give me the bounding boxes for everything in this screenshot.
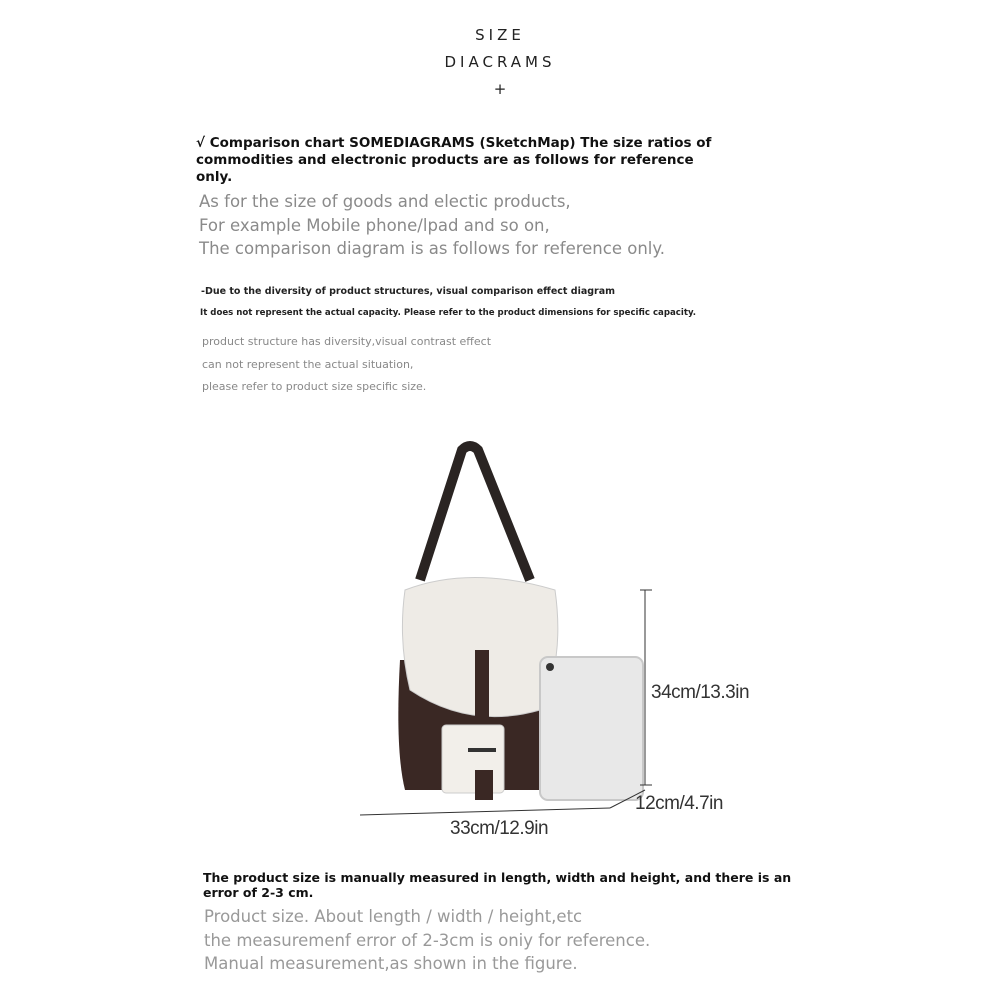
bag-strap [420, 446, 530, 580]
intro-line: For example Mobile phone/lpad and so on, [199, 215, 550, 235]
notice-line-1: -Due to the diversity of product structures, visual comparison effect diagram [201, 286, 616, 297]
intro-bold: √ Comparison chart SOMEDIAGRAMS (SketchMap) The size ratios of commodities and electronic products are as follows for reference only. [196, 135, 712, 185]
width-dimension: 33cm/12.9in [450, 818, 549, 839]
notice-line: can not represent the actual situation, [202, 357, 414, 371]
notice-line: please refer to product size specific size. [202, 380, 427, 393]
notice-line-2: It does not represent the actual capacity. Please refer to the product dimensions for specific capacity. [200, 308, 697, 318]
footer-line: the measuremenf error of 2-3cm is oniy for reference. [204, 930, 651, 950]
intro-lines [199, 190, 665, 261]
pouch [442, 725, 504, 793]
title-plus: + [493, 80, 507, 98]
title-line-2: DIACRAMS [444, 53, 556, 71]
footer-line: Manual measurement,as shown in the figure. [204, 954, 578, 973]
depth-dimension: 12cm/4.7in [635, 793, 723, 814]
notice-line: product structure has diversity,visual contrast effect [202, 335, 492, 348]
tablet [540, 657, 643, 800]
footer-bold: The product size is manually measured in length, width and height, and there is an error of 2-3 cm. [203, 870, 792, 900]
footer-lines [204, 905, 650, 976]
intro-line: As for the size of goods and electic products, [199, 192, 571, 211]
height-dimension: 34cm/13.3in [651, 682, 750, 703]
bag-clasp [475, 650, 489, 730]
product-diagram [0, 430, 1000, 860]
title-line-1: SIZE [475, 26, 525, 44]
intro-line: The comparison diagram is as follows for reference only. [199, 239, 666, 258]
notice-lines [202, 331, 491, 399]
footer-line: Product size. About length / width / height,etc [204, 907, 583, 926]
